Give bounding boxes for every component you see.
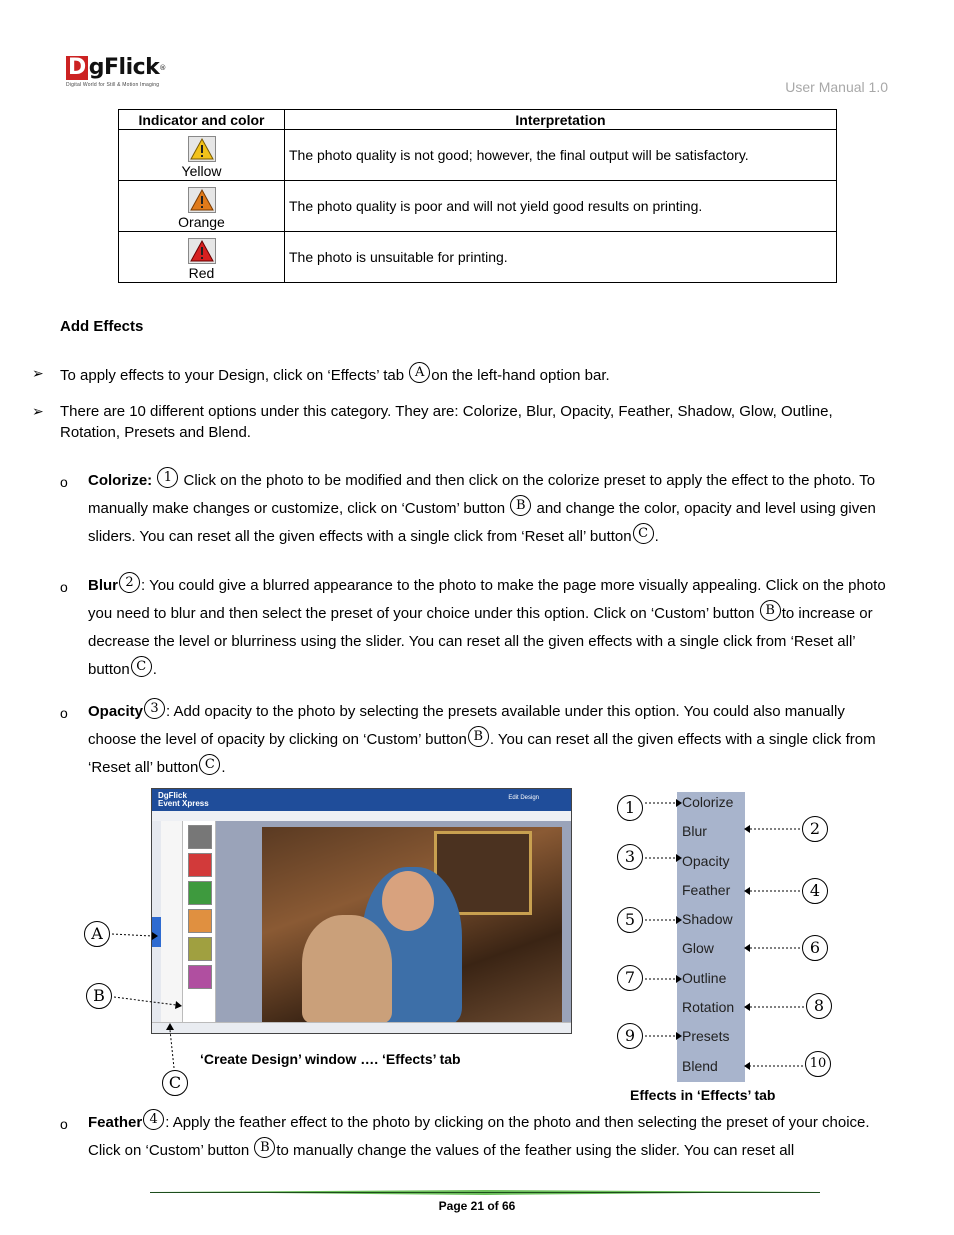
circle-bullet-icon: o <box>60 1116 68 1132</box>
effect-presets: Presets <box>682 1028 730 1044</box>
footer-divider <box>150 1190 820 1195</box>
callout-10: 10 <box>805 1051 831 1077</box>
callout-6: 6 <box>802 935 828 961</box>
marker-b: B <box>254 1137 275 1158</box>
effect-blur: Blur <box>682 823 707 839</box>
bullet-options: There are 10 different options under this category. They are: Colorize, Blur, Opacity, Feather, Shadow, Glow, Outline, Rotation, Presets and Blend. <box>60 403 833 441</box>
callout-3: 3 <box>617 844 643 870</box>
marker-c: C <box>633 523 654 544</box>
effects-panel-caption: Effects in ‘Effects’ tab <box>630 1087 776 1103</box>
effect-glow: Glow <box>682 940 714 956</box>
screenshot-caption: ‘Create Design’ window …. ‘Effects’ tab <box>200 1051 461 1067</box>
bullet-effects-tab: To apply effects to your Design, click on ‘Effects’ tab A on the left-hand option bar. <box>60 362 880 386</box>
callout-1: 1 <box>617 795 643 821</box>
marker-c: C <box>131 656 152 677</box>
callout-a: A <box>84 921 110 947</box>
callout-8: 8 <box>806 993 832 1019</box>
colorize-paragraph: Colorize: 1 Click on the photo to be modified and then click on the colorize preset to apply the effect to the photo. To manually make changes or customize, click on ‘Custom’ button B and change the color, opacity and level using given sliders. You can reset all the given effects with a single click from ‘Reset all’ button C . <box>88 467 888 551</box>
marker-b: B <box>468 726 489 747</box>
marker-2: 2 <box>119 572 140 593</box>
callout-2: 2 <box>802 816 828 842</box>
marker-a: A <box>409 362 430 383</box>
effect-blend: Blend <box>682 1058 718 1074</box>
indicator-label: Yellow <box>181 163 222 179</box>
table-header-interpretation: Interpretation <box>285 110 837 130</box>
callout-5: 5 <box>617 907 643 933</box>
manual-version: User Manual 1.0 <box>785 79 888 95</box>
table-header-indicator: Indicator and color <box>119 110 285 130</box>
circle-bullet-icon: o <box>60 474 68 490</box>
arrow-bullet-icon: ➢ <box>32 403 44 419</box>
interpretation-cell: The photo quality is not good; however, the final output will be satisfactory. <box>285 130 837 181</box>
section-title: Add Effects <box>60 318 144 335</box>
app-title: DgFlick Event Xpress <box>158 791 209 808</box>
marker-b: B <box>760 600 781 621</box>
effect-opacity: Opacity <box>682 853 730 869</box>
logo-wordmark: D gFlick® <box>68 55 166 80</box>
marker-3: 3 <box>144 698 165 719</box>
callout-9: 9 <box>617 1023 643 1049</box>
effect-feather: Feather <box>682 882 731 898</box>
page-number: Page 21 of 66 <box>438 1199 516 1213</box>
effect-rotation: Rotation <box>682 999 735 1015</box>
marker-b: B <box>510 495 531 516</box>
arrow-bullet-icon: ➢ <box>32 365 44 381</box>
blur-paragraph: Blur 2 : You could give a blurred appearance to the photo to make the page more visually appealing. Click on the photo you need to blur and then select the preset of your choice under this option. Click on ‘Custom’ button B to increase or decrease the level or blurriness using the slider. You can reset all the given effects with a single click from ‘Reset all’ button C . <box>88 572 888 684</box>
interpretation-cell: The photo quality is poor and will not yield good results on printing. <box>285 181 837 232</box>
edit-design-label: Edit Design <box>508 795 539 801</box>
indicator-label: Orange <box>178 214 225 230</box>
circle-bullet-icon: o <box>60 705 68 721</box>
callout-b: B <box>86 983 112 1009</box>
logo-tagline: Digital World for Still & Motion Imaging <box>66 82 160 88</box>
effect-outline: Outline <box>682 970 727 986</box>
effect-colorize: Colorize <box>682 794 734 810</box>
opacity-paragraph: Opacity 3 : Add opacity to the photo by selecting the presets available under this option. You could also manually choose the level of opacity by clicking on ‘Custom’ button B . You can reset all the given effects with a single click from ‘Reset all’ button C . <box>88 698 888 782</box>
callout-c: C <box>162 1070 188 1096</box>
feather-paragraph: Feather 4 : Apply the feather effect to the photo by clicking on the photo and then selecting the preset of your choice. Click on ‘Custom’ button B to manually change the values of the feather using the slider. You can reset all <box>88 1109 888 1165</box>
callout-7: 7 <box>617 965 643 991</box>
marker-1: 1 <box>157 467 178 488</box>
interpretation-cell: The photo is unsuitable for printing. <box>285 232 837 283</box>
effect-shadow: Shadow <box>682 911 733 927</box>
marker-4: 4 <box>143 1109 164 1130</box>
marker-c: C <box>199 754 220 775</box>
indicator-label: Red <box>188 265 215 281</box>
circle-bullet-icon: o <box>60 579 68 595</box>
callout-4: 4 <box>802 878 828 904</box>
